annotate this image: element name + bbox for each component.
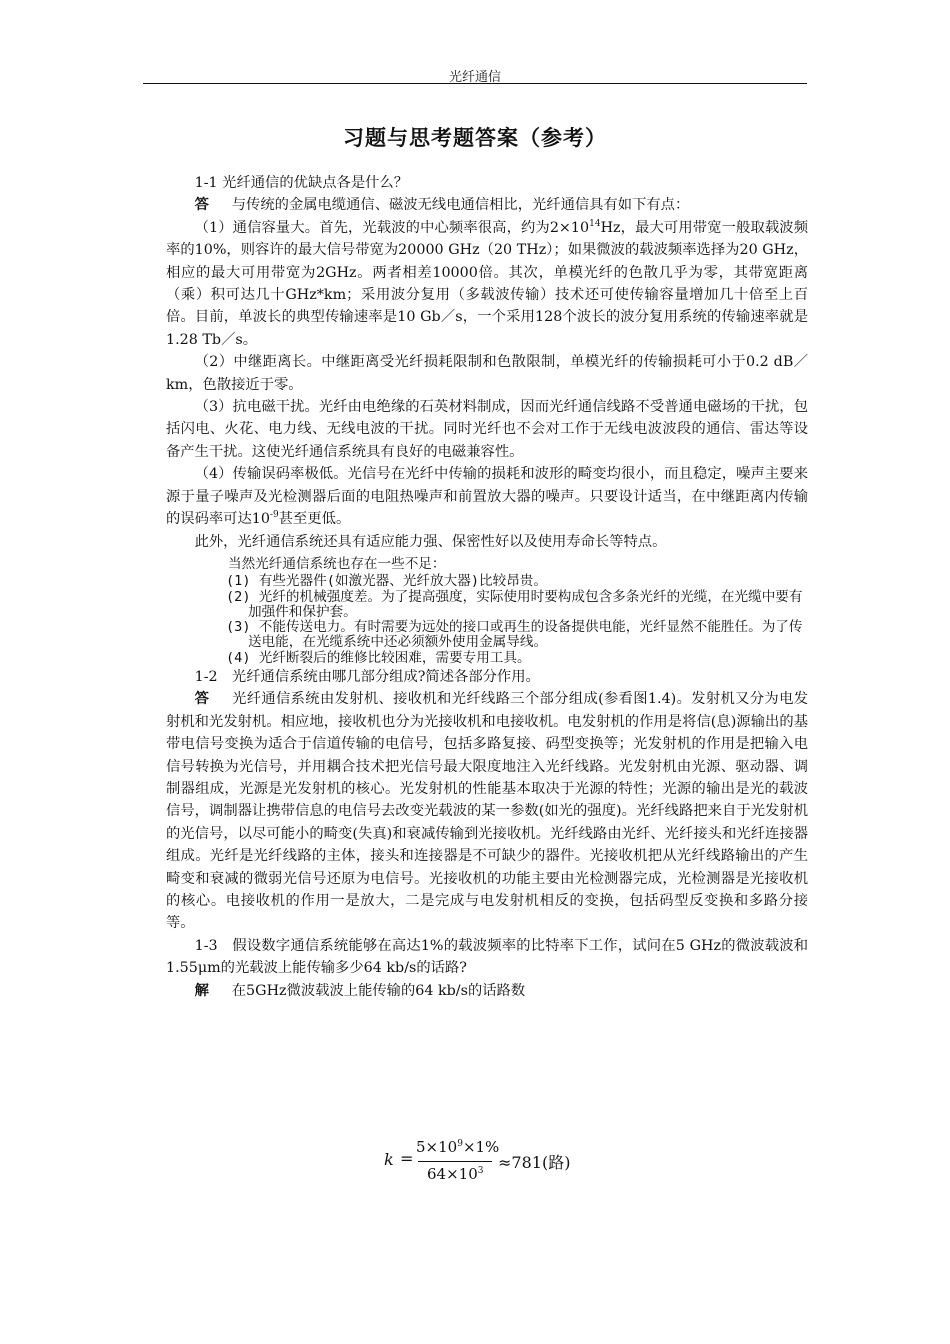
formula-numerator bbox=[416, 1138, 499, 1156]
solution-3-intro bbox=[166, 980, 808, 1002]
formula-result: ≈781(路) bbox=[498, 1153, 571, 1172]
denominator-exponent: 3 bbox=[477, 1166, 484, 1176]
formula-lhs: k bbox=[384, 1150, 394, 1169]
numerator-base: 5×10 bbox=[416, 1138, 458, 1156]
numerator-tail: ×1% bbox=[462, 1138, 500, 1156]
answer-1-point-2: （2）中继距离长。中继距离受光纤损耗限制和色散限制，单模光纤的传输损耗可小于0.2 dB／km，色散接近于零。 bbox=[166, 354, 808, 393]
point-4-text-a: （4）传输误码率极低。光信号在光纤中传输的损耗和波形的畸变均很小，而且稳定，噪声主要来源于量子噪声及光检测器后面的电阻热噪声和前置放大器的噪声。只要设计适当，在中继距离内传输的误码率可达10 bbox=[166, 466, 808, 528]
cons-item: (3) 不能传送电力。有时需要为远处的接口或再生的设备提供电能，光纤显然不能胜任。为了传送电能，在光缆系统中还必须额外使用金属导线。 bbox=[226, 619, 803, 651]
cons-intro: 当然光纤通信系统也存在一些不足： bbox=[228, 555, 446, 572]
answer-1-intro bbox=[166, 194, 808, 216]
answer-1-point-4 bbox=[166, 463, 808, 530]
point-4-exponent: -9 bbox=[269, 510, 279, 521]
channel-count-formula bbox=[384, 1138, 604, 1186]
numerator-exponent: 9 bbox=[457, 1139, 463, 1149]
question-1: 1-1 光纤通信的优缺点各是什么？ bbox=[194, 175, 409, 191]
answer-label: 答 bbox=[194, 691, 210, 708]
solution-3-intro-text: 在5GHz微波载波上能传输的64 kb/s的话路数 bbox=[231, 982, 526, 999]
question-3: 1-3 假设数字通信系统能够在高达1%的载波频率的比特率下工作，试问在5 GHz的微波载波和1.55μm的光载波上能传输多少64 kb/s的话路? bbox=[166, 937, 808, 977]
running-header: 光纤通信 bbox=[448, 70, 501, 85]
fraction-bar bbox=[418, 1161, 492, 1162]
page-title: 习题与思考题答案（参考） bbox=[343, 126, 607, 150]
cons-item: (2) 光纤的机械强度差。为了提高强度，实际使用时要构成包含多条光纤的光缆，在光缆中要有加强件和保护套。 bbox=[226, 588, 803, 620]
cons-item: (1) 有些光器件(如激光器、光纤放大器)比较昂贵。 bbox=[226, 573, 547, 590]
point-4-text-b: 甚至更低。 bbox=[278, 511, 351, 528]
answer-2 bbox=[166, 688, 808, 934]
document-body bbox=[166, 172, 808, 1002]
point-1-text-b: Hz，最大可用带宽一般取载波频率的10%，则容许的最大信号带宽为20000 GHz（20 THz）；如果微波的载波频率选择为20 GHz，相应的最大可用带宽为2GHz。两者相差10000倍。其次，单模光纤的色散几乎为零，其带宽距离（乘）积可达几十GHz*km；采用波分复用（多载波传输）技术还可使传输容量增加几十倍至上百倍。目前，单波长的典型传输速率是10 Gb／s，一个采用128个波长的波分复用系统的传输速率就是1.28 Tb／s。 bbox=[166, 219, 808, 348]
denominator-base: 64×10 bbox=[427, 1165, 478, 1183]
formula-equals: = bbox=[400, 1149, 414, 1168]
point-1-exponent: 14 bbox=[589, 219, 601, 230]
answer-1-point-1 bbox=[166, 217, 808, 351]
formula-denominator bbox=[427, 1165, 483, 1183]
solution-label: 解 bbox=[194, 982, 209, 999]
point-1-text-a: （1）通信容量大。首先，光载波的中心频率很高，约为2×10 bbox=[194, 219, 590, 236]
cons-list bbox=[226, 557, 808, 666]
answer-1-intro-text: 与传统的金属电缆通信、磁波无线电通信相比，光纤通信具有如下有点： bbox=[231, 197, 690, 214]
cons-item: (4) 光纤断裂后的维修比较困难，需要专用工具。 bbox=[226, 649, 531, 666]
answer-2-text: 光纤通信系统由发射机、接收机和光纤线路三个部分组成(参看图1.4)。发射机又分为电发射机和光发射机。相应地，接收机也分为光接收机和电接收机。电发射机的作用是将信(息)源输出的基带电信号变换为适合于信道传输的电信号，包括多路复接、码型变换等；光发射机的作用是把输入电信号转换为光信号，并用耦合技术把光信号最大限度地注入光纤线路。光发射机由光源、驱动器、调制器组成，光源是光发射机的核心。光发射机的性能基本取决于光源的特性；光源的输出是光的载波信号，调制器让携带信息的电信号去改变光载波的某一参数(如光的强度)。光纤线路把来自于光发射机的光信号，以尽可能小的畸变(失真)和衰减传输到光接收机。光纤线路由光纤、光纤接头和光纤连接器组成。光纤是光纤线路的主体，接头和连接器是不可缺少的器件。光接收机把从光纤线路输出的产生畸变和衰减的微弱光信号还原为电信号。光接收机的功能主要由光检测器完成，光检测器是光接收机的核心。电接收机的作用一是放大，二是完成与电发射机相反的变换，包括码型反变换和多路分接等。 bbox=[166, 691, 808, 932]
header-divider bbox=[143, 83, 807, 84]
answer-label: 答 bbox=[194, 197, 209, 214]
answer-1-point-3: （3）抗电磁干扰。光纤由电绝缘的石英材料制成，因而光纤通信线路不受普通电磁场的干扰，包括闪电、火花、电力线、无线电波的干扰。同时光纤也不会对工作于无线电波波段的通信、雷达等设备产生干扰。这使光纤通信系统具有良好的电磁兼容性。 bbox=[166, 399, 808, 460]
answer-1-summary: 此外，光纤通信系统还具有适应能力强、保密性好以及使用寿命长等特点。 bbox=[194, 533, 667, 550]
question-2: 1-2 光纤通信系统由哪几部分组成?简述各部分作用。 bbox=[194, 668, 540, 685]
